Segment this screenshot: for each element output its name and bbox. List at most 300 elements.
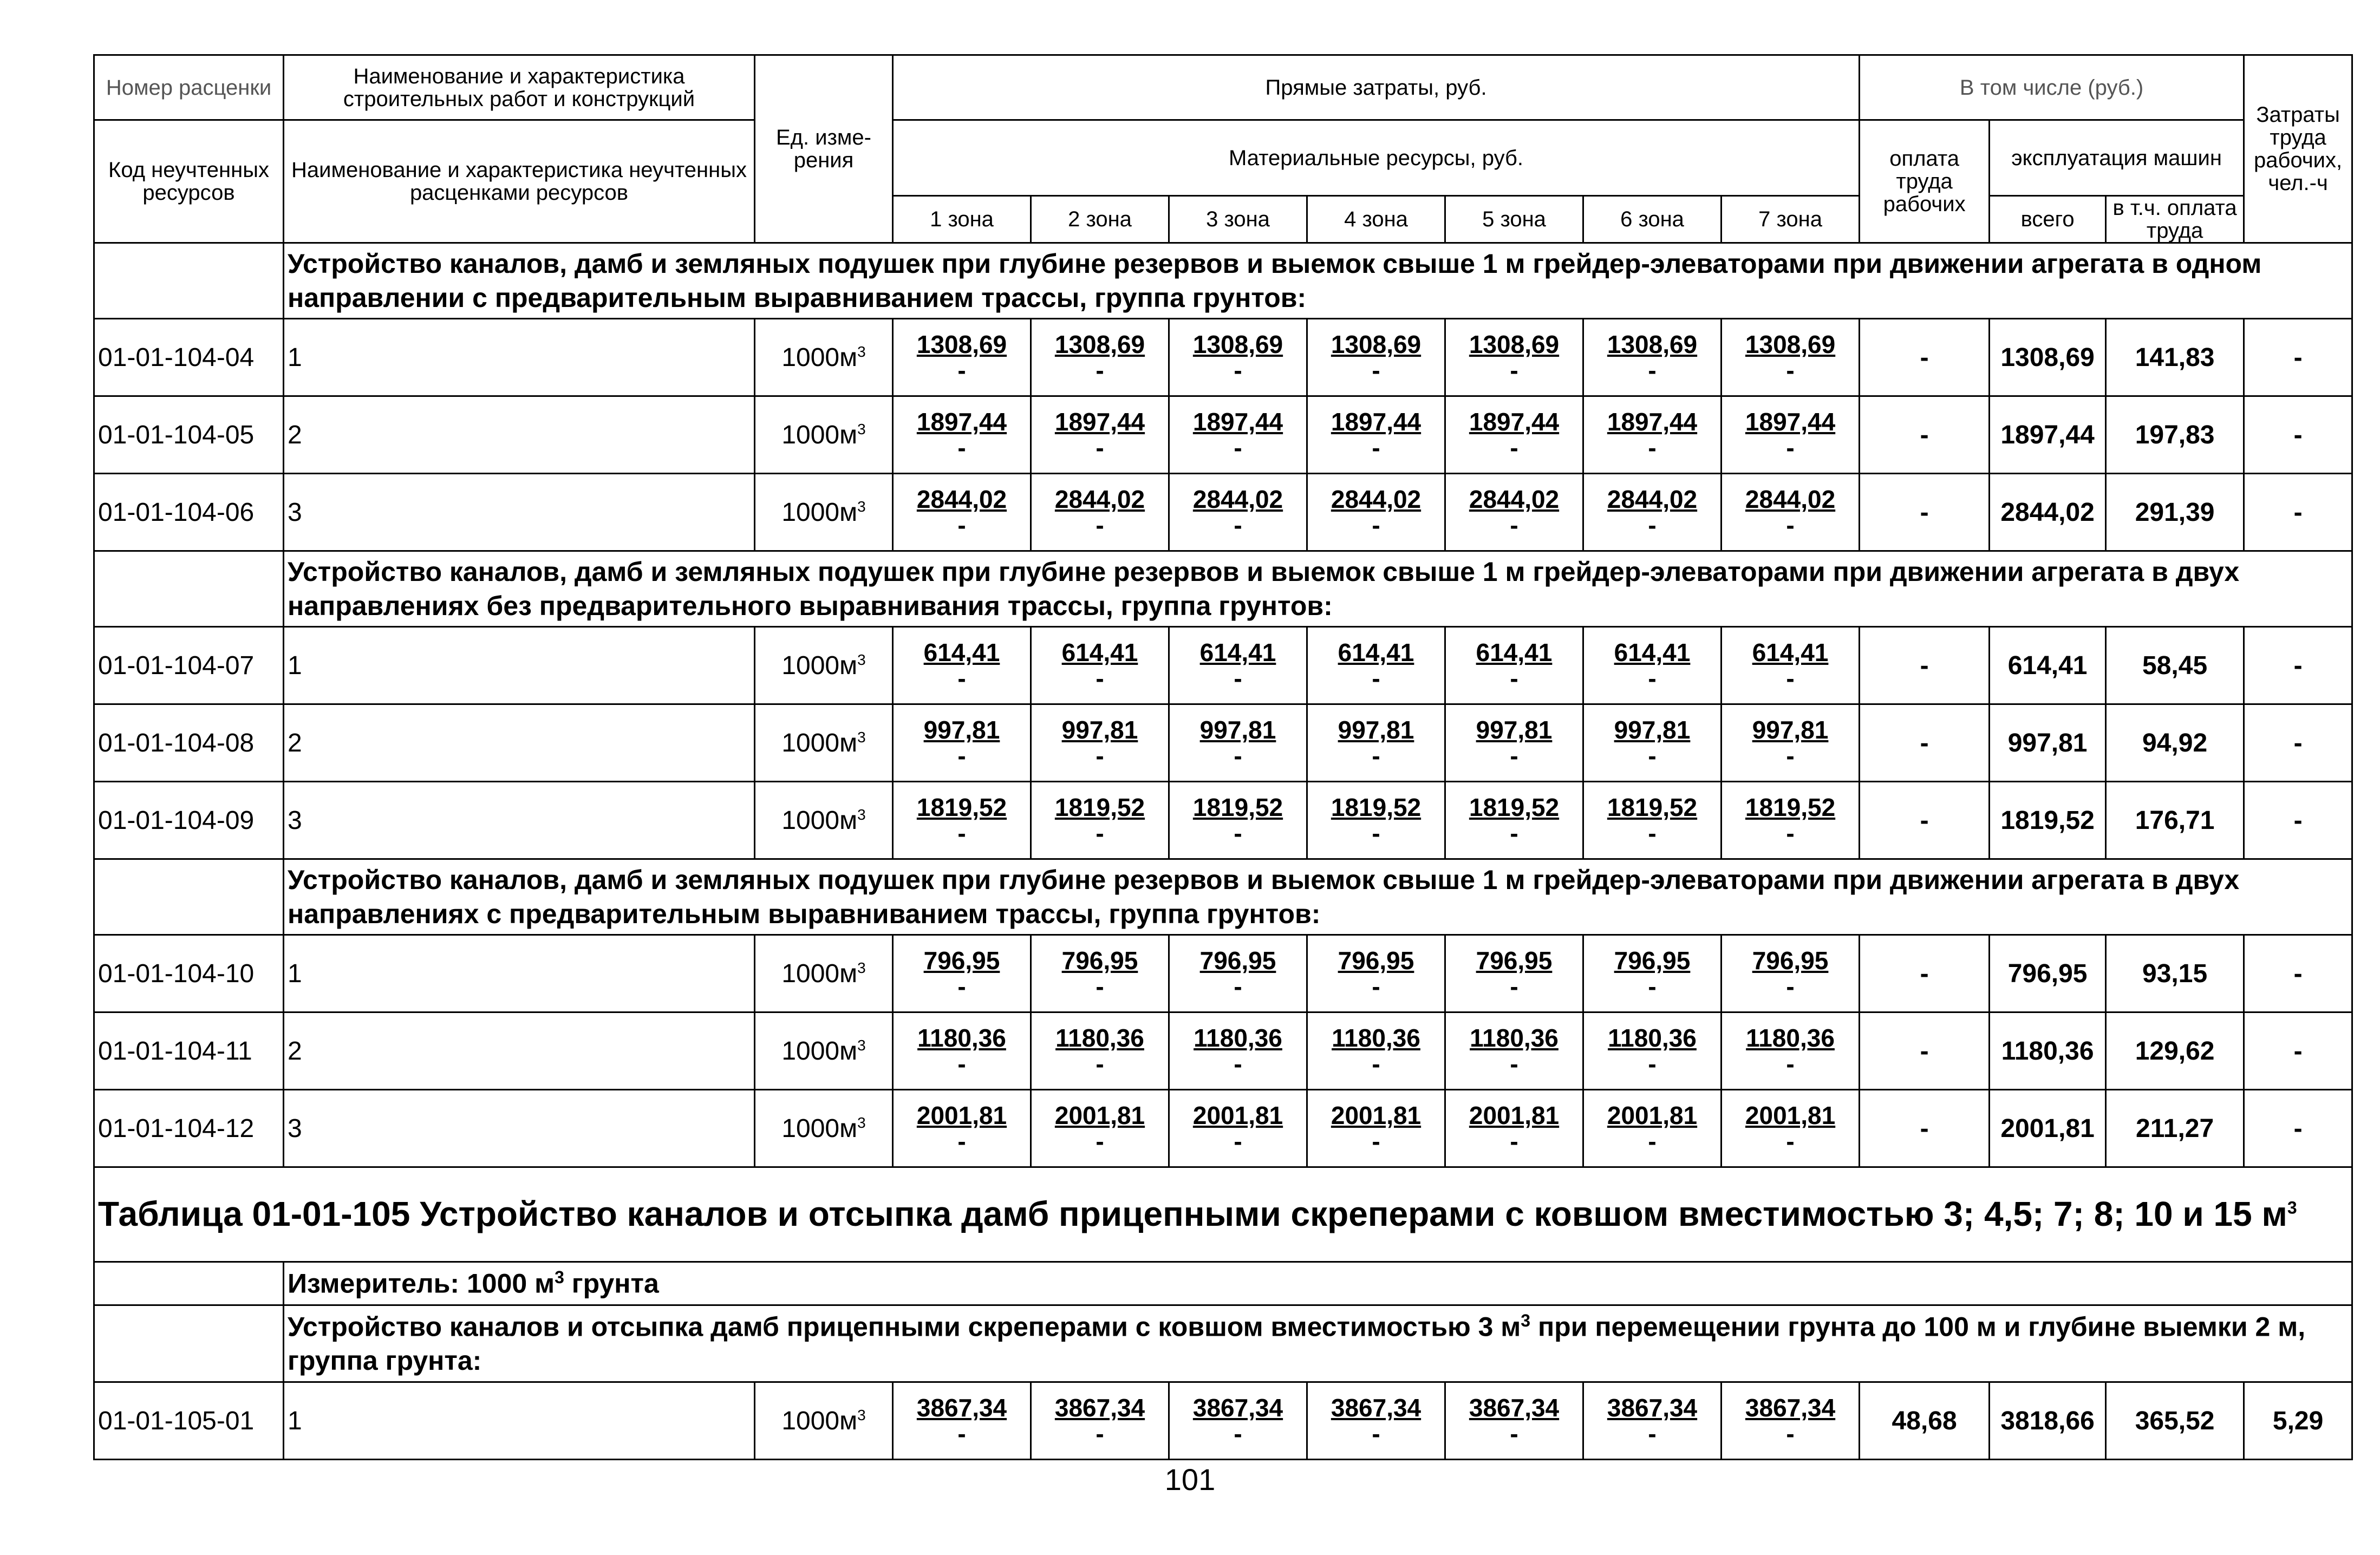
material-cost-resources: - xyxy=(1648,972,1657,1001)
zone-4-cost xyxy=(1307,704,1445,782)
header-labor: Затраты труда рабочих, чел.-ч xyxy=(2244,55,2352,243)
unit-exponent: 3 xyxy=(857,806,866,823)
material-cost-resources: - xyxy=(1510,511,1518,539)
material-cost-total: 1819,52 xyxy=(1469,793,1560,821)
material-cost-total: 2844,02 xyxy=(1331,485,1422,513)
unit-cell xyxy=(755,627,893,704)
material-cost-total: 3867,34 xyxy=(916,1393,1007,1422)
zone-3-header: 3 зона xyxy=(1169,196,1307,243)
material-cost-resources: - xyxy=(1234,511,1242,539)
machines-total-cell: 2001,81 xyxy=(1990,1090,2106,1167)
unit-value: 1000м xyxy=(781,651,858,680)
material-cost-total: 1308,69 xyxy=(916,330,1007,358)
zone-3-cost xyxy=(1169,935,1307,1012)
material-cost-total: 2001,81 xyxy=(1607,1101,1698,1129)
section-row xyxy=(94,551,2352,627)
zone-5-cost xyxy=(1445,319,1583,396)
material-cost-total: 997,81 xyxy=(1338,715,1414,744)
material-cost-resources: - xyxy=(1510,1050,1518,1078)
unit-value: 1000м xyxy=(781,1406,858,1435)
material-cost-resources: - xyxy=(1510,1420,1518,1448)
unit-cell xyxy=(755,782,893,859)
zone-4-cost xyxy=(1307,1382,1445,1460)
measure-blank xyxy=(94,1262,284,1305)
soil-group: 1 xyxy=(284,935,755,1012)
unit-value: 1000м xyxy=(781,343,858,372)
wages-cell: - xyxy=(1860,319,1990,396)
unit-exponent: 3 xyxy=(857,651,866,668)
unit-value: 1000м xyxy=(781,959,858,988)
section-row xyxy=(94,859,2352,935)
zone-4-cost xyxy=(1307,935,1445,1012)
unit-cell xyxy=(755,474,893,551)
header-unit: Ед. изме- рения xyxy=(755,55,893,243)
labor-cell: - xyxy=(2244,474,2352,551)
zone-4-cost xyxy=(1307,782,1445,859)
zone-5-cost xyxy=(1445,1090,1583,1167)
material-cost-resources: - xyxy=(1510,434,1518,462)
material-cost-total: 997,81 xyxy=(1752,715,1829,744)
zone-5-cost xyxy=(1445,1382,1583,1460)
material-cost-total: 1180,36 xyxy=(1055,1023,1144,1052)
measure-exponent: 3 xyxy=(555,1267,564,1288)
header-machines-total: всего xyxy=(1990,196,2106,243)
wages-cell: - xyxy=(1860,935,1990,1012)
material-cost-resources: - xyxy=(1786,742,1795,770)
header-machines: эксплуатация машин xyxy=(1990,120,2244,196)
material-cost-resources: - xyxy=(1372,742,1380,770)
zone-1-cost xyxy=(893,1090,1031,1167)
machines-total-cell: 614,41 xyxy=(1990,627,2106,704)
zone-2-cost xyxy=(1031,782,1169,859)
material-cost-resources: - xyxy=(957,1127,966,1155)
soil-group: 1 xyxy=(284,627,755,704)
soil-group: 3 xyxy=(284,474,755,551)
material-cost-resources: - xyxy=(1096,1420,1104,1448)
material-cost-resources: - xyxy=(1372,511,1380,539)
material-cost-resources: - xyxy=(957,972,966,1001)
labor-cell: - xyxy=(2244,782,2352,859)
zone-6-cost xyxy=(1583,474,1722,551)
machines-wages-cell: 176,71 xyxy=(2106,782,2244,859)
material-cost-total: 1819,52 xyxy=(1607,793,1698,821)
machines-wages-cell: 365,52 xyxy=(2106,1382,2244,1460)
material-cost-total: 1308,69 xyxy=(1607,330,1698,358)
material-cost-resources: - xyxy=(1648,511,1657,539)
material-cost-resources: - xyxy=(1372,434,1380,462)
rate-code: 01-01-104-12 xyxy=(94,1090,284,1167)
zone-7-cost xyxy=(1722,935,1860,1012)
unit-exponent: 3 xyxy=(857,420,866,437)
unit-cell xyxy=(755,1090,893,1167)
material-cost-total: 796,95 xyxy=(1061,946,1138,975)
wages-cell: - xyxy=(1860,1012,1990,1090)
zone-2-header: 2 зона xyxy=(1031,196,1169,243)
zone-6-header: 6 зона xyxy=(1583,196,1722,243)
zone-7-cost xyxy=(1722,396,1860,474)
zone-5-header: 5 зона xyxy=(1445,196,1583,243)
zone-1-header: 1 зона xyxy=(893,196,1031,243)
soil-group: 2 xyxy=(284,396,755,474)
machines-total-cell: 1180,36 xyxy=(1990,1012,2106,1090)
material-cost-total: 1897,44 xyxy=(1331,407,1422,436)
material-cost-resources: - xyxy=(1234,434,1242,462)
zone-7-cost xyxy=(1722,782,1860,859)
soil-group: 3 xyxy=(284,1090,755,1167)
zone-7-cost xyxy=(1722,474,1860,551)
section-title: Устройство каналов, дамб и земляных подушек при глубине резервов и выемок свыше 1 м грейдер-элеваторами при движении агрегата в двух направлениях с предварительным выравниванием трассы, группа грунтов: xyxy=(284,859,2352,935)
zone-2-cost xyxy=(1031,1090,1169,1167)
material-cost-resources: - xyxy=(1648,819,1657,847)
material-cost-resources: - xyxy=(1510,819,1518,847)
header-including: В том числе (руб.) xyxy=(1860,55,2244,120)
material-cost-resources: - xyxy=(1372,819,1380,847)
material-cost-resources: - xyxy=(957,356,966,384)
header-number: Номер расценки xyxy=(94,55,284,120)
zone-2-cost xyxy=(1031,474,1169,551)
measure-label xyxy=(284,1262,2352,1305)
rate-code: 01-01-104-04 xyxy=(94,319,284,396)
zone-1-cost xyxy=(893,1012,1031,1090)
material-cost-resources: - xyxy=(1786,1420,1795,1448)
labor-cell: - xyxy=(2244,1012,2352,1090)
unit-cell xyxy=(755,396,893,474)
material-cost-total: 3867,34 xyxy=(1192,1393,1283,1422)
material-cost-total: 2001,81 xyxy=(1469,1101,1560,1129)
wages-cell: - xyxy=(1860,704,1990,782)
material-cost-total: 796,95 xyxy=(1338,946,1414,975)
material-cost-total: 1308,69 xyxy=(1745,330,1836,358)
zone-1-cost xyxy=(893,782,1031,859)
material-cost-resources: - xyxy=(1786,819,1795,847)
material-cost-total: 1819,52 xyxy=(1054,793,1145,821)
soil-group: 2 xyxy=(284,704,755,782)
zone-1-cost xyxy=(893,474,1031,551)
material-cost-total: 796,95 xyxy=(1614,946,1691,975)
unit-exponent: 3 xyxy=(857,728,866,746)
rate-code: 01-01-104-10 xyxy=(94,935,284,1012)
header-work-name: Наименование и характеристика строительных работ и конструкций xyxy=(284,55,755,120)
zone-6-cost xyxy=(1583,627,1722,704)
unit-value: 1000м xyxy=(781,1036,858,1066)
unit-cell xyxy=(755,1012,893,1090)
material-cost-total: 1897,44 xyxy=(1054,407,1145,436)
material-cost-resources: - xyxy=(1372,664,1380,692)
material-cost-resources: - xyxy=(1372,1050,1380,1078)
material-cost-total: 1897,44 xyxy=(1745,407,1836,436)
material-cost-total: 796,95 xyxy=(1199,946,1276,975)
machines-wages-cell: 141,83 xyxy=(2106,319,2244,396)
zone-3-cost xyxy=(1169,1012,1307,1090)
material-cost-total: 2001,81 xyxy=(1054,1101,1145,1129)
header-row-2 xyxy=(94,120,2352,196)
zone-5-cost xyxy=(1445,1012,1583,1090)
material-cost-resources: - xyxy=(957,434,966,462)
material-cost-total: 614,41 xyxy=(1199,638,1276,667)
material-cost-resources: - xyxy=(1372,972,1380,1001)
material-cost-resources: - xyxy=(1234,819,1242,847)
zone-4-cost xyxy=(1307,1012,1445,1090)
zone-5-cost xyxy=(1445,627,1583,704)
material-cost-resources: - xyxy=(957,511,966,539)
zone-2-cost xyxy=(1031,396,1169,474)
machines-wages-cell: 129,62 xyxy=(2106,1012,2244,1090)
unit-value: 1000м xyxy=(781,498,858,527)
material-cost-resources: - xyxy=(1096,356,1104,384)
labor-cell: - xyxy=(2244,1090,2352,1167)
material-cost-resources: - xyxy=(1786,972,1795,1001)
material-cost-resources: - xyxy=(957,1050,966,1078)
material-cost-total: 1180,36 xyxy=(1746,1023,1835,1052)
zone-1-cost xyxy=(893,319,1031,396)
material-cost-resources: - xyxy=(1510,356,1518,384)
section-blank xyxy=(94,243,284,319)
zone-6-cost xyxy=(1583,1382,1722,1460)
table-105-title-text: Таблица 01-01-105 Устройство каналов и отсыпка дамб прицепными скреперами с ковшом вместимостью 3; 4,5; 7; 8; 10 и 15 м xyxy=(98,1194,2287,1234)
material-cost-total: 1897,44 xyxy=(1192,407,1283,436)
machines-wages-cell: 58,45 xyxy=(2106,627,2244,704)
material-cost-resources: - xyxy=(957,1420,966,1448)
rate-code: 01-01-104-07 xyxy=(94,627,284,704)
table-row xyxy=(94,782,2352,859)
machines-wages-cell: 291,39 xyxy=(2106,474,2244,551)
material-cost-total: 2001,81 xyxy=(1331,1101,1422,1129)
wages-cell: - xyxy=(1860,474,1990,551)
zone-7-cost xyxy=(1722,704,1860,782)
unit-value: 1000м xyxy=(781,806,858,835)
machines-total-cell: 1308,69 xyxy=(1990,319,2106,396)
material-cost-total: 2844,02 xyxy=(1469,485,1560,513)
zone-3-cost xyxy=(1169,474,1307,551)
unit-cell xyxy=(755,704,893,782)
zone-7-cost xyxy=(1722,627,1860,704)
material-cost-resources: - xyxy=(1648,356,1657,384)
material-cost-total: 1897,44 xyxy=(916,407,1007,436)
section-blank xyxy=(94,1305,284,1382)
rate-code: 01-01-104-09 xyxy=(94,782,284,859)
unit-exponent: 3 xyxy=(857,1114,866,1131)
zone-5-cost xyxy=(1445,704,1583,782)
wages-cell: - xyxy=(1860,396,1990,474)
material-cost-resources: - xyxy=(1234,1050,1242,1078)
table-105-title-row xyxy=(94,1167,2352,1262)
zone-1-cost xyxy=(893,704,1031,782)
header-resource-name: Наименование и характеристика неучтенных расценками ресурсов xyxy=(284,120,755,243)
material-cost-total: 2844,02 xyxy=(1054,485,1145,513)
material-cost-total: 1180,36 xyxy=(1608,1023,1697,1052)
zone-6-cost xyxy=(1583,1090,1722,1167)
material-cost-resources: - xyxy=(957,819,966,847)
material-cost-total: 2844,02 xyxy=(916,485,1007,513)
header-incl-wages: в т.ч. оплата труда xyxy=(2106,196,2244,243)
unit-exponent: 3 xyxy=(857,959,866,976)
measure-row xyxy=(94,1262,2352,1305)
material-cost-resources: - xyxy=(1234,1420,1242,1448)
material-cost-total: 997,81 xyxy=(1061,715,1138,744)
material-cost-total: 2844,02 xyxy=(1192,485,1283,513)
section-blank xyxy=(94,859,284,935)
material-cost-total: 1180,36 xyxy=(1332,1023,1420,1052)
unit-exponent: 3 xyxy=(857,498,866,515)
material-cost-resources: - xyxy=(1648,1420,1657,1448)
machines-total-cell: 796,95 xyxy=(1990,935,2106,1012)
material-cost-resources: - xyxy=(1648,664,1657,692)
rate-code: 01-01-105-01 xyxy=(94,1382,284,1460)
section-title: Устройство каналов, дамб и земляных подушек при глубине резервов и выемок свыше 1 м грейдер-элеваторами при движении агрегата в одном направлении с предварительным выравниванием трассы, группа грунтов: xyxy=(284,243,2352,319)
material-cost-total: 614,41 xyxy=(1338,638,1414,667)
zone-3-cost xyxy=(1169,319,1307,396)
table-row xyxy=(94,1090,2352,1167)
page-number: 101 xyxy=(1164,1462,1216,1497)
material-cost-resources: - xyxy=(1648,1050,1657,1078)
zone-2-cost xyxy=(1031,1012,1169,1090)
soil-group: 2 xyxy=(284,1012,755,1090)
labor-cell: - xyxy=(2244,627,2352,704)
material-cost-total: 3867,34 xyxy=(1331,1393,1422,1422)
zone-4-cost xyxy=(1307,627,1445,704)
zone-1-cost xyxy=(893,396,1031,474)
material-cost-resources: - xyxy=(957,664,966,692)
material-cost-resources: - xyxy=(1372,356,1380,384)
section-title-b: при перемещении грунта до 100 м и глубине выемки 2 м, группа грунта: xyxy=(288,1311,2306,1376)
material-cost-resources: - xyxy=(1510,742,1518,770)
zone-3-cost xyxy=(1169,1382,1307,1460)
header-material: Материальные ресурсы, руб. xyxy=(893,120,1860,196)
table-row xyxy=(94,1382,2352,1460)
soil-group: 1 xyxy=(284,319,755,396)
zone-6-cost xyxy=(1583,782,1722,859)
material-cost-resources: - xyxy=(1234,742,1242,770)
zone-7-cost xyxy=(1722,319,1860,396)
labor-cell: - xyxy=(2244,704,2352,782)
material-cost-resources: - xyxy=(1786,664,1795,692)
wages-cell: - xyxy=(1860,1090,1990,1167)
material-cost-total: 997,81 xyxy=(1614,715,1691,744)
machines-wages-cell: 197,83 xyxy=(2106,396,2244,474)
material-cost-total: 997,81 xyxy=(1199,715,1276,744)
zone-7-cost xyxy=(1722,1012,1860,1090)
material-cost-resources: - xyxy=(1648,1127,1657,1155)
zone-7-header: 7 зона xyxy=(1722,196,1860,243)
table-row xyxy=(94,627,2352,704)
rate-code: 01-01-104-11 xyxy=(94,1012,284,1090)
soil-group: 3 xyxy=(284,782,755,859)
zone-2-cost xyxy=(1031,704,1169,782)
material-cost-total: 1180,36 xyxy=(1470,1023,1559,1052)
material-cost-total: 1819,52 xyxy=(1331,793,1422,821)
unit-value: 1000м xyxy=(781,1114,858,1143)
zone-3-cost xyxy=(1169,782,1307,859)
material-cost-resources: - xyxy=(1096,434,1104,462)
material-cost-total: 1897,44 xyxy=(1469,407,1560,436)
section-title: Устройство каналов, дамб и земляных подушек при глубине резервов и выемок свыше 1 м грейдер-элеваторами при движении агрегата в двух направлениях без предварительного выравнивания трассы, группа грунтов: xyxy=(284,551,2352,627)
zone-6-cost xyxy=(1583,396,1722,474)
material-cost-total: 1308,69 xyxy=(1192,330,1283,358)
material-cost-total: 1308,69 xyxy=(1331,330,1422,358)
zone-7-cost xyxy=(1722,1382,1860,1460)
header-wages: оплата труда рабочих xyxy=(1860,120,1990,243)
unit-exponent: 3 xyxy=(857,1406,866,1423)
unit-cell xyxy=(755,935,893,1012)
material-cost-total: 1180,36 xyxy=(917,1023,1006,1052)
material-cost-resources: - xyxy=(1234,356,1242,384)
material-cost-total: 1180,36 xyxy=(1194,1023,1282,1052)
table-105-title-exponent: 3 xyxy=(2287,1198,2297,1218)
zone-6-cost xyxy=(1583,1012,1722,1090)
machines-total-cell: 3818,66 xyxy=(1990,1382,2106,1460)
unit-value: 1000м xyxy=(781,420,858,449)
material-cost-total: 614,41 xyxy=(923,638,1000,667)
zone-2-cost xyxy=(1031,935,1169,1012)
table-row xyxy=(94,319,2352,396)
zone-4-cost xyxy=(1307,319,1445,396)
zone-5-cost xyxy=(1445,396,1583,474)
zone-3-cost xyxy=(1169,1090,1307,1167)
material-cost-total: 796,95 xyxy=(1752,946,1829,975)
material-cost-total: 614,41 xyxy=(1614,638,1691,667)
section-title xyxy=(284,1305,2352,1382)
machines-wages-cell: 93,15 xyxy=(2106,935,2244,1012)
material-cost-total: 3867,34 xyxy=(1607,1393,1698,1422)
material-cost-total: 997,81 xyxy=(923,715,1000,744)
material-cost-resources: - xyxy=(1096,742,1104,770)
labor-cell: - xyxy=(2244,396,2352,474)
material-cost-total: 614,41 xyxy=(1752,638,1829,667)
material-cost-total: 2001,81 xyxy=(1745,1101,1836,1129)
wages-cell: - xyxy=(1860,782,1990,859)
material-cost-total: 2001,81 xyxy=(1192,1101,1283,1129)
material-cost-resources: - xyxy=(1096,664,1104,692)
labor-cell: 5,29 xyxy=(2244,1382,2352,1460)
zone-4-cost xyxy=(1307,1090,1445,1167)
material-cost-resources: - xyxy=(1510,664,1518,692)
material-cost-total: 1308,69 xyxy=(1469,330,1560,358)
material-cost-resources: - xyxy=(1372,1420,1380,1448)
unit-exponent: 3 xyxy=(857,1036,866,1054)
zone-2-cost xyxy=(1031,627,1169,704)
labor-cell: - xyxy=(2244,935,2352,1012)
header-direct-costs: Прямые затраты, руб. xyxy=(893,55,1860,120)
zone-4-cost xyxy=(1307,396,1445,474)
unit-cell xyxy=(755,1382,893,1460)
material-cost-resources: - xyxy=(1786,511,1795,539)
machines-wages-cell: 211,27 xyxy=(2106,1090,2244,1167)
material-cost-resources: - xyxy=(1786,1050,1795,1078)
table-row xyxy=(94,704,2352,782)
material-cost-resources: - xyxy=(1786,1127,1795,1155)
zone-4-cost xyxy=(1307,474,1445,551)
zone-5-cost xyxy=(1445,782,1583,859)
material-cost-resources: - xyxy=(957,742,966,770)
section-blank xyxy=(94,551,284,627)
material-cost-resources: - xyxy=(1372,1127,1380,1155)
material-cost-total: 3867,34 xyxy=(1469,1393,1560,1422)
section-row xyxy=(94,1305,2352,1382)
material-cost-resources: - xyxy=(1648,434,1657,462)
zone-7-cost xyxy=(1722,1090,1860,1167)
rate-code: 01-01-104-06 xyxy=(94,474,284,551)
material-cost-resources: - xyxy=(1648,742,1657,770)
unit-exponent: 3 xyxy=(857,343,866,360)
zone-1-cost xyxy=(893,1382,1031,1460)
zone-6-cost xyxy=(1583,319,1722,396)
material-cost-resources: - xyxy=(1096,819,1104,847)
unit-cell xyxy=(755,319,893,396)
material-cost-resources: - xyxy=(1096,511,1104,539)
section-title-a: Устройство каналов и отсыпка дамб прицепными скреперами с ковшом вместимостью 3 м xyxy=(288,1311,1521,1342)
header-row-1 xyxy=(94,55,2352,120)
material-cost-resources: - xyxy=(1786,356,1795,384)
